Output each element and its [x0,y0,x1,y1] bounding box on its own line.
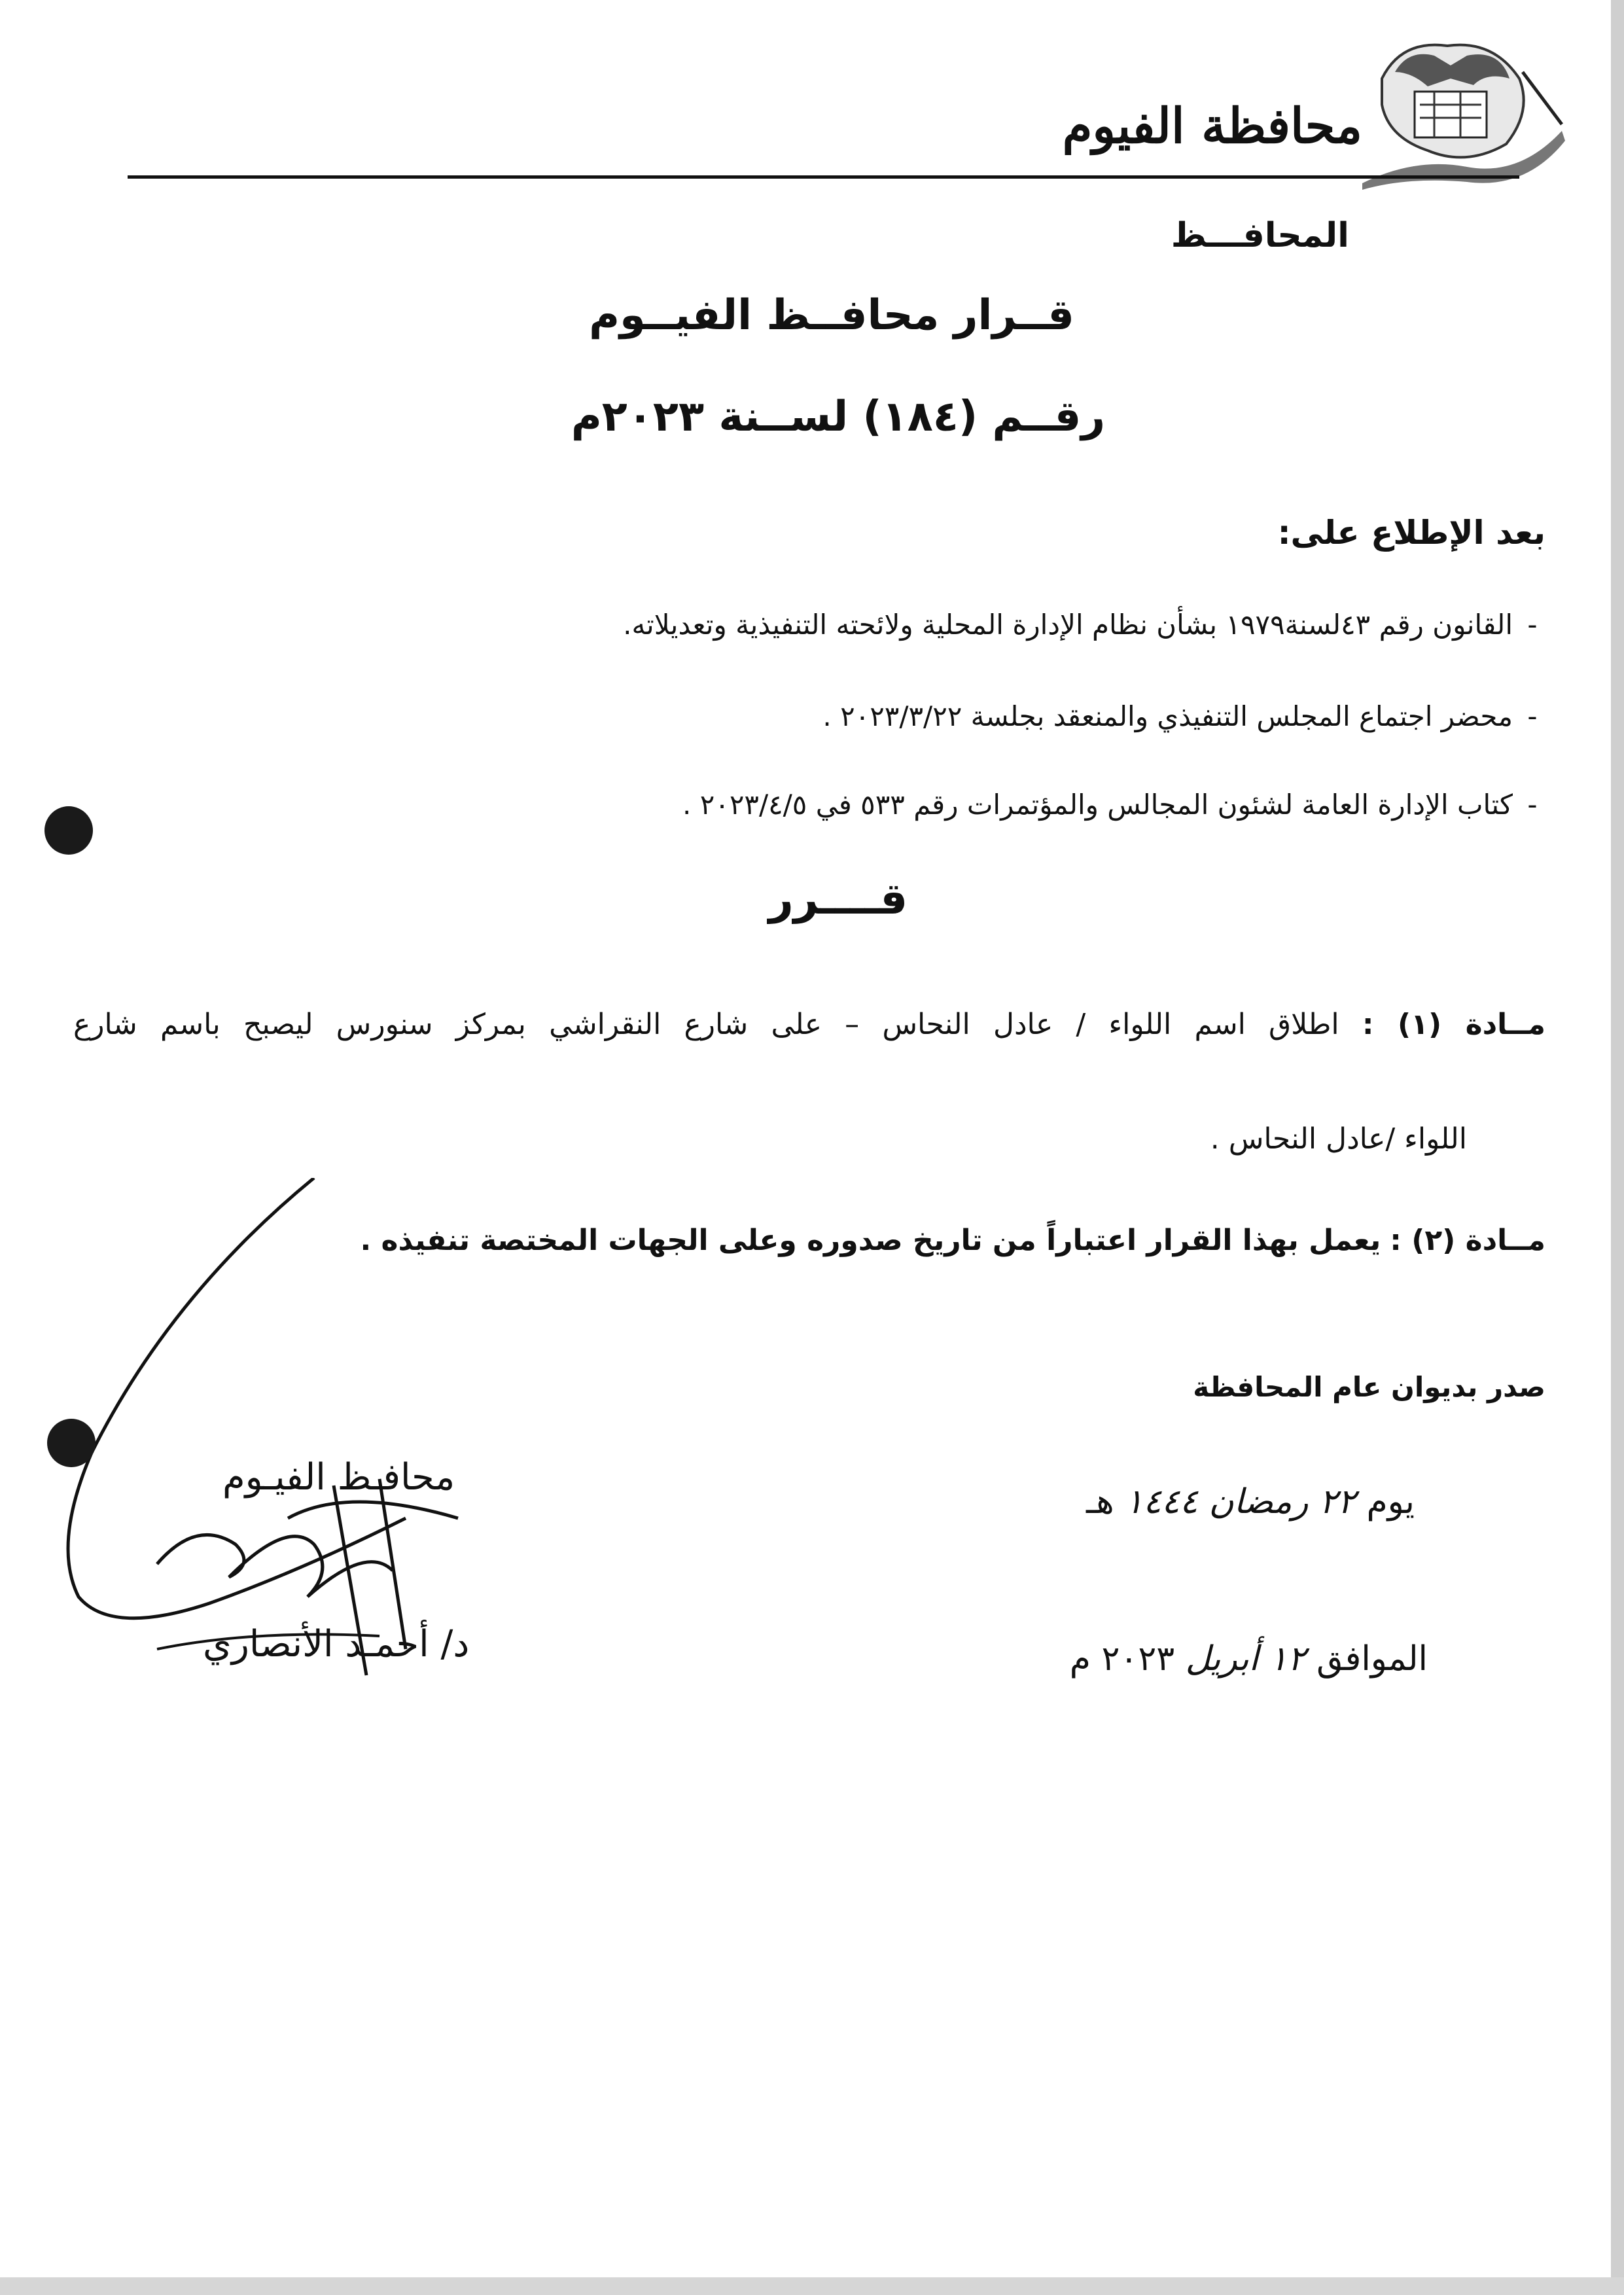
reference-item [682,789,1552,821]
gregorian-date [1070,1639,1428,1679]
article-text: يعمل بهذا القرار اعتباراً من تاريخ صدوره وعلى الجهات المختصة تنفيذه . [360,1224,1381,1257]
reference-text: كتاب الإدارة العامة لشئون المجالس والمؤتمرات رقم ٥٣٣ في ٢٠٢٣/٤/٥ . [682,789,1513,821]
reference-text: القانون رقم ٤٣لسنة١٩٧٩ بشأن نظام الإدارة المحلية ولائحته التنفيذية وتعديلاته. [623,609,1513,641]
issuance-place: صدر بديوان عام المحافظة [1193,1371,1545,1403]
decision-number: رقــم (١٨٤) لســنة ٢٠٢٣م [571,393,1106,441]
handwritten-signature [39,1178,537,1767]
preamble-heading: بعد الإطلاع على: [1277,514,1545,552]
reference-item [822,700,1552,732]
header-divider [128,175,1519,179]
list-dash: - [1527,609,1538,641]
office-label: المحافـــظ [1171,216,1349,255]
governorate-title: محافظة الفيوم [1062,98,1362,154]
signatory-name: د/ أحمـد الأنصاري [203,1623,470,1665]
article-label: مــادة (٢) : [1390,1224,1545,1257]
article-1-continuation: اللواء /عادل النحاس . [1210,1122,1467,1156]
gregorian-prefix: الموافق [1316,1639,1428,1679]
reference-text: محضر اجتماع المجلس التنفيذي والمنعقد بجلسة ٢٠٢٣/٣/٢٢ . [822,700,1513,732]
gregorian-handwritten-date: ١٢ أبريل [1185,1639,1306,1679]
hijri-prefix: يوم [1366,1482,1415,1521]
punch-hole [44,806,93,855]
hijri-suffix: هـ [1086,1482,1114,1521]
punch-hole [47,1419,96,1467]
article-label: مــادة (١) : [1362,1008,1545,1041]
article-text: اطلاق اسم اللواء / عادل النحاس – على شارع النقراشي بمركز سنورس ليصبح باسم شارع [73,1008,1339,1041]
article-2 [360,1224,1545,1257]
hijri-handwritten-date: ٢٢ رمضان ١٤٤٤ [1125,1482,1356,1521]
reference-item [623,609,1552,641]
gregorian-suffix: م [1069,1639,1091,1679]
article-1 [73,1008,1545,1041]
signatory-title: محافـظ الفيـوم [222,1456,455,1499]
list-dash: - [1527,789,1538,821]
gregorian-year: ٢٠٢٣ [1101,1639,1175,1679]
hijri-date [1086,1482,1415,1521]
governorate-emblem [1336,26,1572,196]
list-dash: - [1527,700,1538,732]
verdict-heading: قــــرر [768,874,908,924]
decision-title: قــرار محافــظ الفيــوم [589,291,1074,340]
